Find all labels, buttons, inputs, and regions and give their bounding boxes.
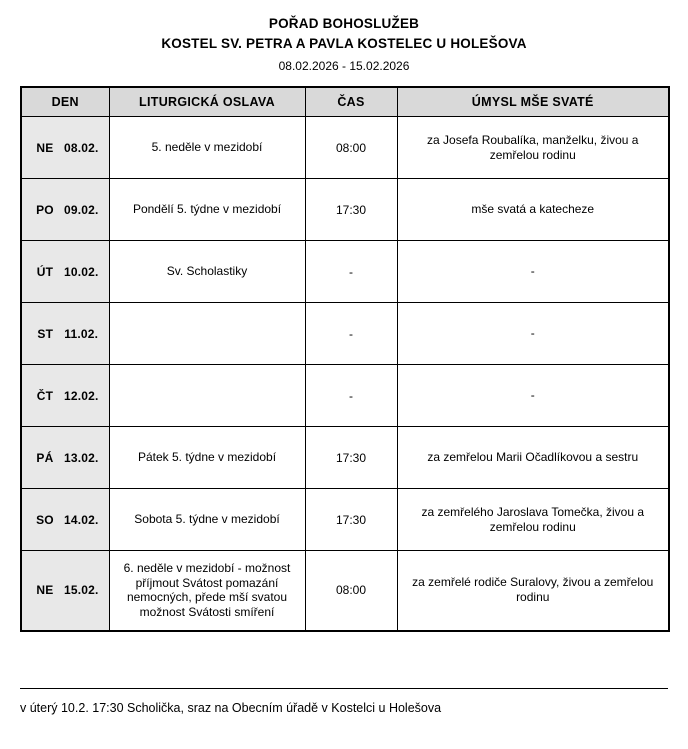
cell-day xyxy=(21,551,109,631)
cell-liturgy: Sv. Scholastiky xyxy=(109,241,305,303)
cell-time: - xyxy=(305,303,397,365)
cell-intention: - xyxy=(397,365,669,427)
day-date: 10.02. xyxy=(63,264,99,279)
cell-intention: za zemřelé rodiče Suralovy, živou a zemřelou rodinu xyxy=(397,551,669,631)
cell-time: 17:30 xyxy=(305,179,397,241)
cell-day xyxy=(21,365,109,427)
day-date: 15.02. xyxy=(63,583,99,598)
day-code: ČT xyxy=(36,388,54,403)
page-subtitle: KOSTEL SV. PETRA A PAVLA KOSTELEC U HOLEŠOVA xyxy=(161,36,527,51)
cell-liturgy: 5. neděle v mezidobí xyxy=(109,117,305,179)
cell-time: - xyxy=(305,241,397,303)
column-header-liturgy: LITURGICKÁ OSLAVA xyxy=(109,87,305,117)
day-date: 08.02. xyxy=(63,140,99,155)
cell-intention: - xyxy=(397,241,669,303)
cell-liturgy: Sobota 5. týdne v mezidobí xyxy=(109,489,305,551)
cell-liturgy xyxy=(109,303,305,365)
cell-time: 17:30 xyxy=(305,427,397,489)
day-date: 11.02. xyxy=(64,326,99,341)
day-code: ÚT xyxy=(36,264,54,279)
column-header-intention: ÚMYSL MŠE SVATÉ xyxy=(397,87,669,117)
table-row xyxy=(21,489,669,551)
page-title: POŘAD BOHOSLUŽEB xyxy=(268,16,420,31)
cell-intention: za zemřelého Jaroslava Tomečka, živou a zemřelou rodinu xyxy=(397,489,669,551)
cell-liturgy: 6. neděle v mezidobí - možnost příjmout Svátost pomazání nemocných, přede mší svatou možnost Svátosti smíření xyxy=(109,551,305,631)
cell-intention: mše svatá a katecheze xyxy=(397,179,669,241)
day-code: NE xyxy=(36,140,54,155)
day-date: 12.02. xyxy=(63,388,99,403)
cell-day xyxy=(21,303,109,365)
table-row xyxy=(21,427,669,489)
cell-liturgy: Pondělí 5. týdne v mezidobí xyxy=(109,179,305,241)
document-header xyxy=(0,0,688,76)
column-header-day: DEN xyxy=(21,87,109,117)
cell-time: 08:00 xyxy=(305,117,397,179)
table-row xyxy=(21,117,669,179)
cell-day xyxy=(21,179,109,241)
day-date: 09.02. xyxy=(63,202,99,217)
day-code: PO xyxy=(36,202,54,217)
cell-liturgy xyxy=(109,365,305,427)
day-code: NE xyxy=(36,583,54,598)
cell-time: 08:00 xyxy=(305,551,397,631)
table-row xyxy=(21,241,669,303)
table-row xyxy=(21,551,669,631)
date-range: 08.02.2026 - 15.02.2026 xyxy=(278,59,410,73)
schedule-table-wrap xyxy=(20,86,668,632)
schedule-table xyxy=(20,86,670,632)
cell-intention: za zemřelou Marii Očadlíkovou a sestru xyxy=(397,427,669,489)
day-code: PÁ xyxy=(36,450,54,465)
cell-time: - xyxy=(305,365,397,427)
day-date: 13.02. xyxy=(63,450,99,465)
cell-day xyxy=(21,117,109,179)
table-row xyxy=(21,179,669,241)
day-code: ST xyxy=(37,326,54,341)
day-date: 14.02. xyxy=(63,512,99,527)
cell-day xyxy=(21,241,109,303)
cell-intention: - xyxy=(397,303,669,365)
cell-time: 17:30 xyxy=(305,489,397,551)
cell-day xyxy=(21,427,109,489)
table-header-row xyxy=(21,87,669,117)
table-row xyxy=(21,365,669,427)
cell-intention: za Josefa Roubalíka, manželku, živou a zemřelou rodinu xyxy=(397,117,669,179)
footer-note: v úterý 10.2. 17:30 Scholička, sraz na Obecním úřadě v Kostelci u Holešova xyxy=(20,688,668,715)
column-header-time: ČAS xyxy=(305,87,397,117)
day-code: SO xyxy=(36,512,54,527)
table-row xyxy=(21,303,669,365)
cell-day xyxy=(21,489,109,551)
cell-liturgy: Pátek 5. týdne v mezidobí xyxy=(109,427,305,489)
